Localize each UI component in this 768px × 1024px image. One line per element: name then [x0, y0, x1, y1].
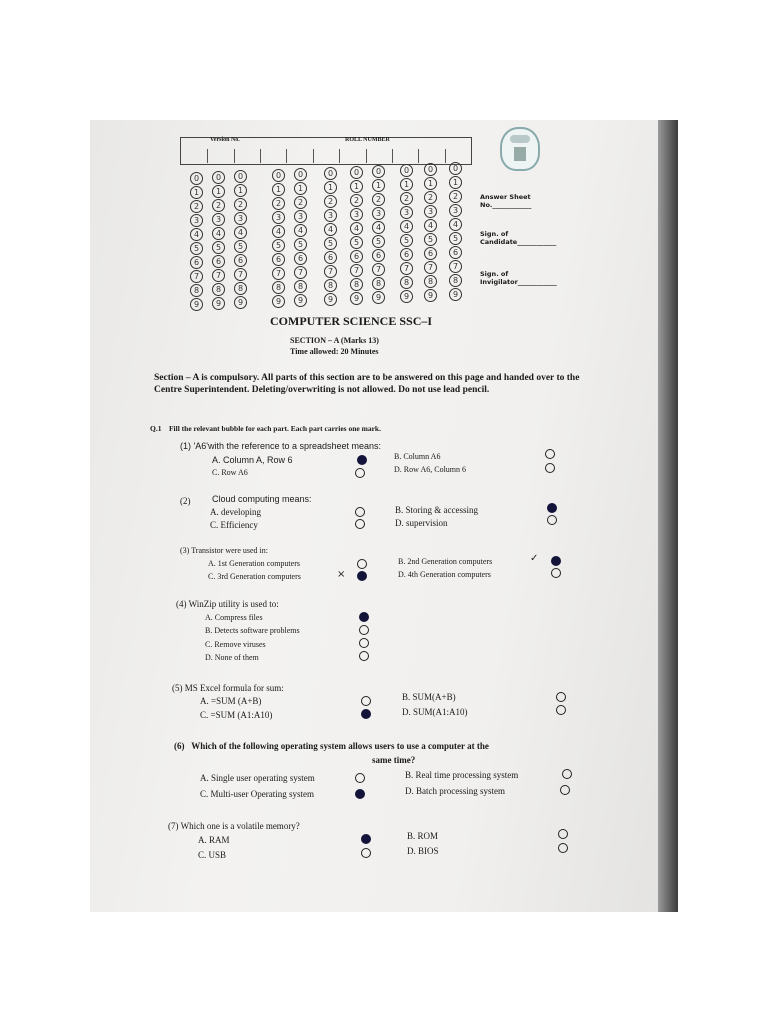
digit-bubble[interactable]: 8 [272, 281, 285, 294]
digit-bubble[interactable]: 3 [294, 210, 307, 223]
q5-option-b: B. SUM(A+B) [402, 692, 456, 702]
q6-option-b: B. Real time processing system [405, 770, 519, 780]
q4-bubble-c[interactable] [359, 638, 369, 648]
bubble-column [400, 164, 413, 303]
digit-bubble[interactable]: 6 [234, 254, 247, 267]
digit-bubble[interactable]: 9 [372, 291, 385, 304]
digit-bubble[interactable]: 5 [424, 233, 437, 246]
digit-bubble[interactable]: 6 [272, 253, 285, 266]
q5-bubble-a[interactable] [361, 696, 371, 706]
digit-bubble[interactable]: 5 [294, 238, 307, 251]
digit-bubble[interactable]: 5 [400, 234, 413, 247]
q3-option-c: C. 3rd Generation computers [208, 572, 301, 581]
q5-bubble-b[interactable] [556, 692, 566, 702]
question-3-stem: (3) Transistor were used in: [180, 546, 268, 555]
digit-bubble[interactable]: 7 [190, 270, 203, 283]
q1-option-a: A. Column A, Row 6 [212, 455, 293, 465]
q1-heading: Q.1 Fill the relevant bubble for each part. Each part carries one mark. [150, 424, 381, 433]
bubble-column [324, 167, 337, 306]
digit-bubble[interactable]: 5 [212, 241, 225, 254]
q4-bubble-b[interactable] [359, 625, 369, 635]
q1-option-c: C. Row A6 [212, 468, 248, 477]
invigilator-signature-label: Sign. of Invigilator____________ [480, 270, 557, 286]
q6-option-a: A. Single user operating system [200, 773, 315, 783]
digit-bubble[interactable]: 0 [272, 169, 285, 182]
digit-bubble[interactable]: 8 [424, 275, 437, 288]
digit-bubble[interactable]: 3 [272, 211, 285, 224]
q2-option-c: C. Efficiency [210, 520, 258, 530]
digit-bubble[interactable]: 5 [190, 242, 203, 255]
digit-bubble[interactable]: 2 [294, 196, 307, 209]
q2-bubble-a[interactable] [355, 507, 365, 517]
digit-bubble[interactable]: 3 [400, 206, 413, 219]
q7-option-c: C. USB [198, 850, 227, 860]
digit-bubble[interactable]: 2 [234, 198, 247, 211]
bubble-column [449, 162, 462, 301]
q2-bubble-c[interactable] [355, 519, 365, 529]
digit-bubble[interactable]: 1 [212, 185, 225, 198]
digit-bubble[interactable]: 7 [372, 263, 385, 276]
digit-bubble[interactable]: 9 [234, 296, 247, 309]
digit-bubble[interactable]: 8 [190, 284, 203, 297]
digit-bubble[interactable]: 8 [294, 280, 307, 293]
q3-option-a: A. 1st Generation computers [208, 559, 300, 568]
exam-title: COMPUTER SCIENCE SSC–I [270, 314, 433, 328]
digit-bubble[interactable]: 7 [400, 262, 413, 275]
q7-option-d: D. BIOS [407, 846, 439, 856]
q7-option-a: A. RAM [198, 835, 230, 845]
digit-bubble[interactable]: 2 [324, 195, 337, 208]
digit-bubble[interactable]: 8 [234, 282, 247, 295]
q6-bubble-d[interactable] [560, 785, 570, 795]
digit-bubble[interactable]: 1 [372, 179, 385, 192]
digit-bubble[interactable]: 1 [449, 176, 462, 189]
q2-option-a: A. developing [210, 507, 261, 517]
q3-bubble-c[interactable] [357, 571, 367, 581]
digit-bubble[interactable]: 1 [324, 181, 337, 194]
digit-bubble[interactable]: 0 [212, 171, 225, 184]
answer-sheet-label: Answer Sheet No.____________ [480, 193, 532, 209]
digit-bubble[interactable]: 9 [424, 289, 437, 302]
q4-option-d: D. None of them [205, 653, 259, 662]
q6-bubble-b[interactable] [562, 769, 572, 779]
digit-bubble[interactable]: 3 [212, 213, 225, 226]
board-logo [500, 127, 540, 171]
q7-bubble-d[interactable] [558, 843, 568, 853]
digit-bubble[interactable]: 5 [234, 240, 247, 253]
q4-option-a: A. Compress files [205, 613, 263, 622]
q6-option-c: C. Multi-user Operating system [200, 789, 314, 799]
digit-bubble[interactable]: 6 [324, 251, 337, 264]
digit-bubble[interactable]: 3 [372, 207, 385, 220]
digit-bubble[interactable]: 1 [400, 178, 413, 191]
photo-shadow-edge [658, 120, 678, 912]
digit-bubble[interactable]: 4 [350, 222, 363, 235]
q4-bubble-a[interactable] [359, 612, 369, 622]
q1-bubble-b[interactable] [545, 449, 555, 459]
q1-bubble-a[interactable] [357, 455, 367, 465]
digit-bubble[interactable]: 7 [350, 264, 363, 277]
digit-bubble[interactable]: 1 [190, 186, 203, 199]
digit-bubble[interactable]: 2 [449, 190, 462, 203]
q3-bubble-d[interactable] [551, 568, 561, 578]
q2-bubble-b[interactable] [547, 503, 557, 513]
section-heading: SECTION – A (Marks 13) [290, 336, 379, 345]
q5-option-a: A. =SUM (A+B) [200, 696, 262, 706]
q2-option-d: D. supervision [395, 518, 448, 528]
digit-bubble[interactable]: 4 [190, 228, 203, 241]
digit-bubble[interactable]: 0 [294, 168, 307, 181]
digit-bubble[interactable]: 5 [324, 237, 337, 250]
candidate-signature-label: Sign. of Candidate____________ [480, 230, 557, 246]
question-6-stem: (6) Which of the following operating system allows users to use a computer at the [174, 741, 489, 751]
bubble-column [350, 166, 363, 305]
q5-option-d: D. SUM(A1:A10) [402, 707, 468, 717]
digit-bubble[interactable]: 9 [324, 293, 337, 306]
digit-bubble[interactable]: 7 [324, 265, 337, 278]
bubble-column [294, 168, 307, 307]
q6-option-d: D. Batch processing system [405, 786, 505, 796]
q7-option-b: B. ROM [407, 831, 439, 841]
q5-option-c: C. =SUM (A1:A10) [200, 710, 273, 720]
digit-bubble[interactable]: 1 [272, 183, 285, 196]
digit-bubble[interactable]: 6 [212, 255, 225, 268]
bubble-column [234, 170, 247, 309]
question-2-stem: Cloud computing means: [212, 494, 312, 504]
q1-bubble-c[interactable] [355, 468, 365, 478]
q1-option-d: D. Row A6, Column 6 [394, 465, 467, 474]
bubble-column [212, 171, 225, 310]
digit-bubble[interactable]: 6 [449, 246, 462, 259]
digit-bubble[interactable]: 8 [449, 274, 462, 287]
digit-bubble[interactable]: 7 [212, 269, 225, 282]
digit-bubble[interactable]: 1 [294, 182, 307, 195]
digit-bubble[interactable]: 3 [324, 209, 337, 222]
digit-bubble[interactable]: 4 [294, 224, 307, 237]
time-allowed: Time allowed: 20 Minutes [290, 347, 379, 356]
digit-bubble[interactable]: 6 [372, 249, 385, 262]
digit-bubble[interactable]: 2 [372, 193, 385, 206]
q2-option-b: B. Storing & accessing [395, 505, 478, 515]
digit-bubble[interactable]: 0 [424, 163, 437, 176]
digit-bubble[interactable]: 7 [272, 267, 285, 280]
digit-bubble[interactable]: 9 [294, 294, 307, 307]
q7-bubble-b[interactable] [558, 829, 568, 839]
digit-bubble[interactable]: 4 [424, 219, 437, 232]
question-7-stem: (7) Which one is a volatile memory? [168, 821, 300, 831]
digit-bubble[interactable]: 0 [234, 170, 247, 183]
digit-bubble[interactable]: 4 [372, 221, 385, 234]
q6-bubble-c[interactable] [355, 789, 365, 799]
q3-bubble-a[interactable] [357, 559, 367, 569]
digit-bubble[interactable]: 8 [212, 283, 225, 296]
digit-bubble[interactable]: 6 [190, 256, 203, 269]
roll-number-label: ROLL NUMBER [345, 137, 390, 143]
bubble-column [372, 165, 385, 304]
digit-bubble[interactable]: 5 [372, 235, 385, 248]
bubble-column [190, 172, 203, 311]
q1-option-b: B. Column A6 [394, 452, 441, 461]
q4-option-b: B. Detects software problems [205, 626, 300, 635]
digit-bubble[interactable]: 7 [424, 261, 437, 274]
q7-bubble-c[interactable] [361, 848, 371, 858]
question-1-stem: (1) 'A6'with the reference to a spreadsheet means: [180, 441, 382, 451]
digit-bubble[interactable]: 6 [294, 252, 307, 265]
digit-bubble[interactable]: 4 [400, 220, 413, 233]
q5-bubble-d[interactable] [556, 705, 566, 715]
digit-bubble[interactable]: 2 [212, 199, 225, 212]
digit-bubble[interactable]: 0 [350, 166, 363, 179]
digit-bubble[interactable]: 4 [324, 223, 337, 236]
question-6-stem-continued: same time? [372, 755, 416, 765]
digit-bubble[interactable]: 4 [234, 226, 247, 239]
digit-bubble[interactable]: 7 [234, 268, 247, 281]
q7-bubble-a[interactable] [361, 834, 371, 844]
digit-bubble[interactable]: 6 [400, 248, 413, 261]
bubble-column [424, 163, 437, 302]
tick-mark: ✓ [530, 553, 539, 564]
question-2-number: (2) [180, 496, 191, 506]
instructions: Section – A is compulsory. All parts of this section are to be answered on this page and handed over to the Centre Superintendent. Deleting/overwriting is not allowed. Do not use lead pencil. [154, 373, 580, 395]
digit-bubble[interactable]: 0 [324, 167, 337, 180]
digit-bubble[interactable]: 2 [424, 191, 437, 204]
digit-bubble[interactable]: 5 [350, 236, 363, 249]
digit-bubble[interactable]: 0 [400, 164, 413, 177]
digit-bubble[interactable]: 7 [449, 260, 462, 273]
digit-bubble[interactable]: 5 [449, 232, 462, 245]
digit-bubble[interactable]: 3 [190, 214, 203, 227]
question-4-stem: (4) WinZip utility is used to: [176, 599, 279, 609]
digit-bubble[interactable]: 2 [272, 197, 285, 210]
digit-bubble[interactable]: 1 [424, 177, 437, 190]
version-no-label: Version No. [210, 137, 240, 143]
digit-bubble[interactable]: 8 [400, 276, 413, 289]
digit-bubble[interactable]: 9 [350, 292, 363, 305]
digit-bubble[interactable]: 3 [234, 212, 247, 225]
digit-bubble[interactable]: 8 [350, 278, 363, 291]
digit-bubble[interactable]: 0 [372, 165, 385, 178]
digit-bubble[interactable]: 4 [449, 218, 462, 231]
digit-bubble[interactable]: 6 [350, 250, 363, 263]
digit-bubble[interactable]: 3 [424, 205, 437, 218]
digit-bubble[interactable]: 5 [272, 239, 285, 252]
digit-bubble[interactable]: 2 [190, 200, 203, 213]
digit-bubble[interactable]: 0 [190, 172, 203, 185]
digit-bubble[interactable]: 1 [234, 184, 247, 197]
digit-bubble[interactable]: 0 [449, 162, 462, 175]
digit-bubble[interactable]: 9 [400, 290, 413, 303]
digit-bubble[interactable]: 2 [400, 192, 413, 205]
q1-bubble-d[interactable] [545, 463, 555, 473]
digit-bubble[interactable]: 1 [350, 180, 363, 193]
q3-option-b: B. 2nd Generation computers [398, 557, 493, 566]
digit-bubble[interactable]: 9 [449, 288, 462, 301]
digit-bubble[interactable]: 4 [212, 227, 225, 240]
digit-bubble[interactable]: 6 [424, 247, 437, 260]
digit-bubble[interactable]: 8 [324, 279, 337, 292]
q3-option-d: D. 4th Generation computers [398, 570, 491, 579]
q4-option-c: C. Remove viruses [205, 640, 266, 649]
digit-bubble[interactable]: 2 [350, 194, 363, 207]
q5-bubble-c[interactable] [361, 709, 371, 719]
q4-bubble-d[interactable] [359, 651, 369, 661]
digit-bubble[interactable]: 3 [350, 208, 363, 221]
digit-bubble[interactable]: 4 [272, 225, 285, 238]
digit-bubble[interactable]: 9 [190, 298, 203, 311]
cross-mark: × [337, 569, 346, 580]
question-5-stem: (5) MS Excel formula for sum: [172, 683, 284, 693]
bubble-column [272, 169, 285, 308]
digit-bubble[interactable]: 8 [372, 277, 385, 290]
digit-bubble[interactable]: 9 [212, 297, 225, 310]
q2-bubble-d[interactable] [547, 515, 557, 525]
digit-bubble[interactable]: 9 [272, 295, 285, 308]
q3-bubble-b[interactable] [551, 556, 561, 566]
q6-bubble-a[interactable] [355, 773, 365, 783]
digit-bubble[interactable]: 7 [294, 266, 307, 279]
digit-bubble[interactable]: 3 [449, 204, 462, 217]
